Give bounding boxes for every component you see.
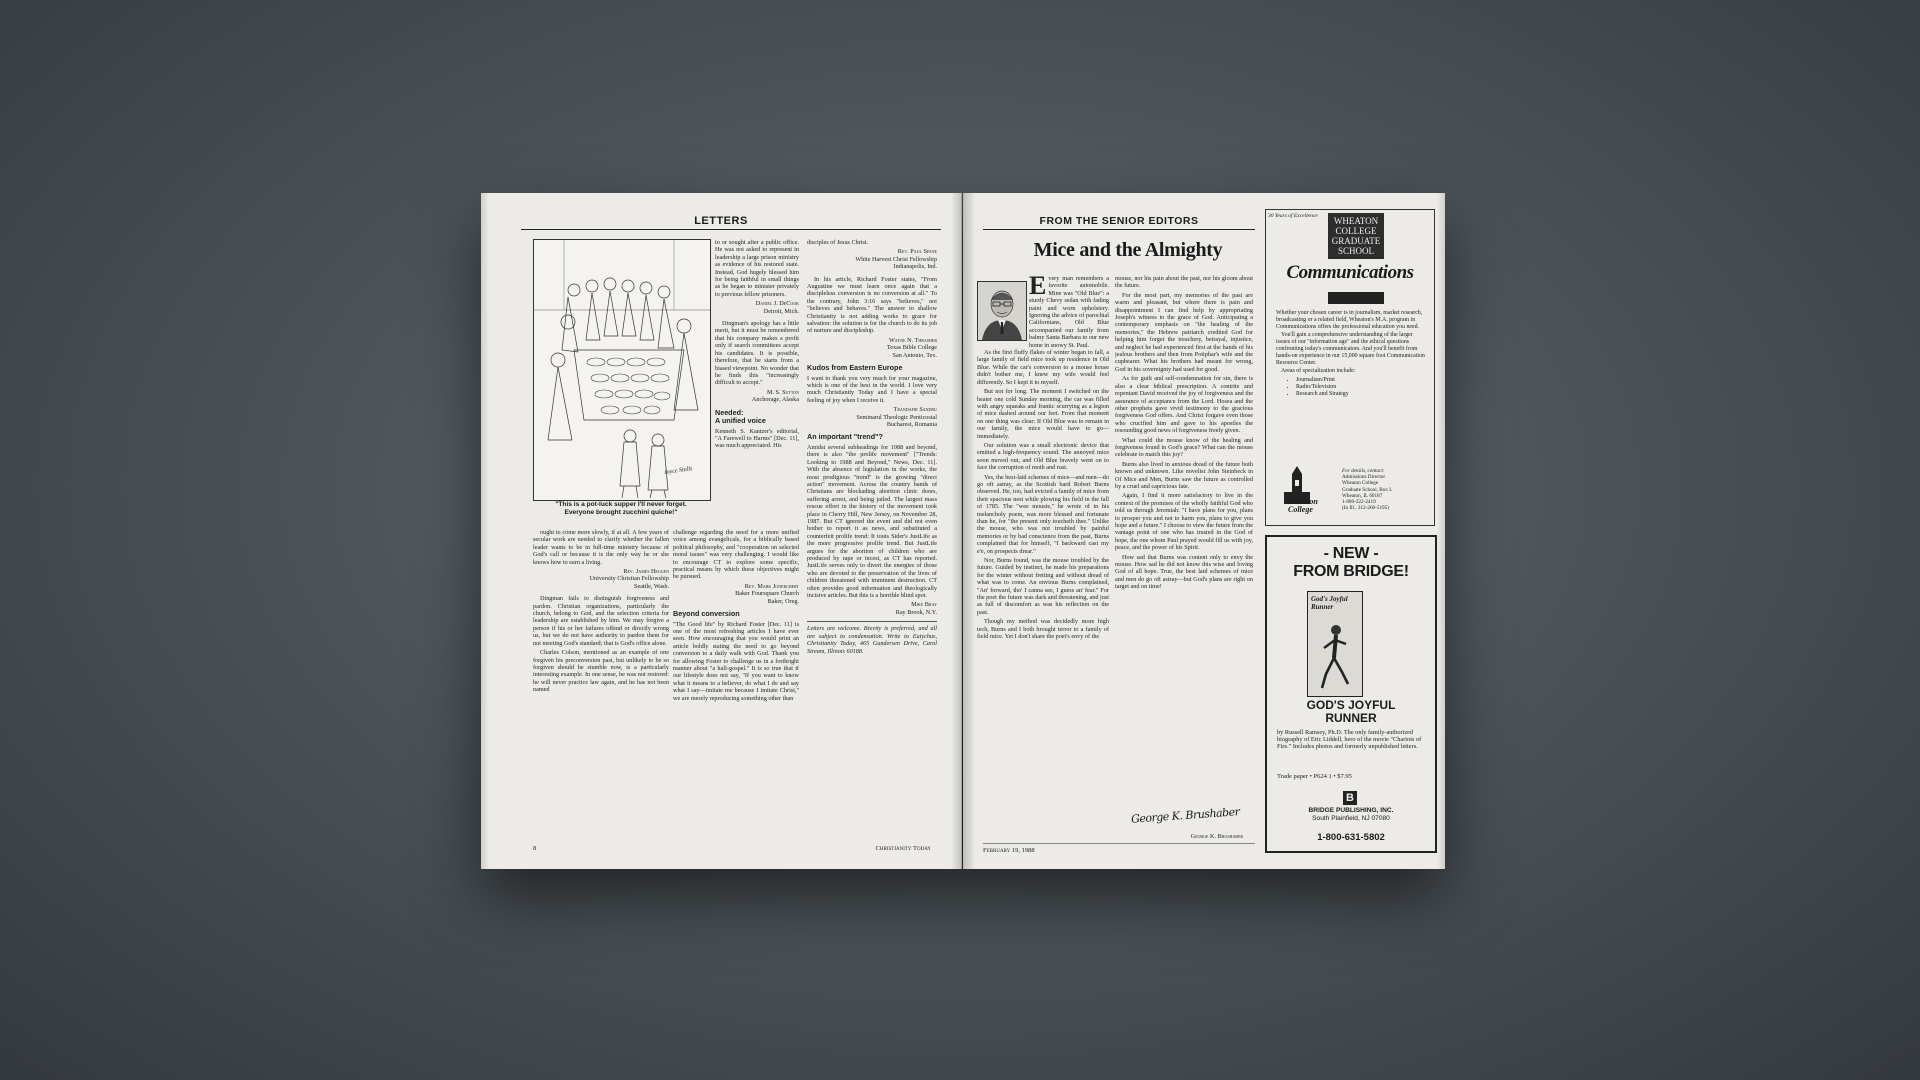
letters-column-1 (533, 529, 669, 841)
section-title-senior-editors: FROM THE SENIOR EDITORS (1039, 215, 1199, 227)
cartoon-caption-line-2: Everyone brought zucchini quiche!" (564, 509, 678, 516)
paragraph: Nor, Burns found, was the mouse troubled by the future. Guided by instinct, he made his preparations for the winter without fretting and without dread of what was to come. An envious Burns complained, "An' forward, tho' I canna see, I guess an' fear." For the poet the future was dark and threatening, and just as full of discomfort as was his reflection on the past. (977, 557, 1109, 616)
paragraph: ought to come more slowly, if at all. A few years of secular work are needed to clarify whether the fallen leader wants to be in full-time ministry because of God's call or because it is the only way he or she knows how to earn a living. (533, 529, 669, 566)
publication-name: Christianity Today (875, 845, 931, 852)
list-item: • Radio/Television (1296, 384, 1426, 391)
drop-cap: E (1029, 275, 1047, 300)
paragraph: How sad that Burns was content only to envy the mouse. How sad he did not know this wise and loving God of all hope. True, the best laid schemes of mice and men do go oft astray—but God's plans are right on target and on time! (1115, 553, 1253, 591)
ad-body (1276, 310, 1426, 398)
book-description: by Russell Ramsey, Ph.D. The only family-authorized biography of Eric Liddell, hero of the movie "Chariots of Fire." Includes photos and formerly unpublished letters. (1277, 729, 1422, 751)
paragraph: What could the mouse know of the healing and forgiveness found in God's grace? What can the mouse celebrate to match this joy? (1115, 436, 1253, 459)
signature-script: George K. Brushaber (1130, 805, 1240, 826)
contact-lead: For details, contact: (1342, 468, 1385, 474)
list-item: • Journalism/Print (1296, 377, 1426, 384)
signature-org: University Christian Fellowship (589, 575, 669, 583)
signature-org: Baker Foursquare Church (735, 590, 799, 598)
book-title-line: GOD'S JOYFUL (1306, 698, 1396, 712)
list-item: • Research and Strategy (1296, 391, 1426, 398)
school-name-line: COLLEGE (1335, 226, 1377, 236)
handwritten-signature (1131, 807, 1241, 831)
signature-name: Daniel J. DeCook (755, 300, 799, 308)
contact-line: Graduate School, Box L (1342, 486, 1393, 493)
left-page-letters (481, 193, 962, 869)
ad-areas-label: Areas of specialization include: (1281, 368, 1356, 375)
paragraph: In his article, Richard Foster states, "From Augustine we must learn once again that a discipleless conversion is no conversion at all." To the contrary, John 3:16 says "believes," not "believes and behaves." The answer to shallow Christianity is not adding works to grace for salvation: the solution is for the church to do its job of nurture and discipleship. (807, 275, 937, 335)
signature-place: Ray Brook, N.Y. (895, 608, 937, 616)
ad-headline: Communications (1286, 262, 1414, 283)
signature-name: Rev. Paul Spane (897, 248, 937, 256)
paragraph: Charles Colson, mentioned as an example of one forgiven his preconversion past, but unlikely to be so forgiven should he stumble now, is a particularly interesting example. In one sense, he was not restored: he will never practice law again, and he has not been named (533, 649, 669, 694)
cartoon-caption-line-1: "This is a pot-luck supper I'll never forget. (555, 501, 687, 508)
paragraph: to or sought after a public office. He was not asked to represent in leadership a large prison ministry as evidence of his restored state. Instead, God hugely blessed him for being faithful in small things as he began to minister privately to previous fellow prisoners. (715, 239, 799, 298)
publisher-name: BRIDGE PUBLISHING, INC. (1308, 807, 1394, 814)
school-name-line: GRADUATE (1331, 236, 1381, 246)
ad-areas-list (1296, 377, 1426, 397)
signature-place: Indianapolis, Ind. (893, 263, 937, 271)
letter-heading: An important "trend"? (807, 432, 883, 442)
magazine-spread (481, 193, 1445, 869)
ad-paragraph: Whether your chosen career is in journalism, market research, broadcasting or a related field, Wheaton's M.A. program in Communications offers the professional education you need. (1276, 310, 1423, 330)
signature-place: Anchorage, Alaska (751, 396, 799, 404)
ad-paragraph: You'll gain a comprehensive understanding of the larger issues of our "information age" and the ethical questions confronting today's communicators. And you'll benefit from hands-on experience in our 15,000 square foot Communication Resource Center. (1276, 332, 1425, 366)
signature-name: Trandafir Sandru (893, 406, 937, 414)
letter-heading: Needed: (715, 407, 744, 417)
contact-line: 1-800-222-2419 (1342, 499, 1376, 506)
ad-headline-line: FROM BRIDGE! (1293, 563, 1409, 580)
section-title-letters: LETTERS (694, 215, 748, 227)
signature-place: Baker, Oreg. (767, 597, 799, 605)
paragraph: challenge regarding the need for a more unified voice among evangelicals, for a biblically based political philosophy, and "cooperation on selected moral issues" was very challenging. I would like to encourage CT to explore some specific, practical means by which these objectives might be pursued. (673, 529, 799, 581)
signature-org: Texas Bible College (886, 344, 937, 352)
signature-place: San Antonio, Tex. (892, 351, 937, 359)
first-paragraph (1029, 275, 1109, 349)
ad-headline-line: - NEW - (1323, 545, 1379, 562)
signature-name: Rev. Mark Jonerchert (744, 582, 799, 590)
ad-tagline: 30 Years of Excellence (1268, 213, 1318, 219)
header-rule (983, 229, 1255, 230)
paragraph: Yes, the best-laid schemes of mice—and men—do go oft astray, as the Scottish bard Robert Burns observed. He, too, had evicted a family of mice from their spacious nest while plowing his field in the fall of 1785. The "wee mousie," he wrote of in his melancholy poem, was more blessed and fortunate than he, for "the present only toucheth thee." Unlike the mouse, who was not troubled by painful memories or by bad conscience from the past, Burns complained that for himself, "I backward cast my e'e, on prospects drear." (977, 473, 1109, 555)
signature-place: Seattle, Wash. (634, 582, 669, 590)
bridge-publishing-advertisement[interactable] (1265, 535, 1437, 853)
cartoon-illustration (533, 239, 711, 501)
paragraph: Burns also lived in anxious dread of the future both known and unknown. Like novelist John Steinbeck in Of Mice and Men, Burns saw the future as controlled by a cruel and capricious fate. (1115, 460, 1253, 490)
decorative-bar (1328, 292, 1384, 304)
signature-place: Detroit, Mich. (763, 307, 799, 315)
editorial-column-2 (1115, 275, 1253, 805)
editorial-column-1 (977, 275, 1109, 845)
paragraph-text: very man remembers a favorite automobile. Mine was "Old Blue": a sturdy Chevy sedan with fading paint and worn upholstery. Ignoring the advice of parochial Californians, Old Blue accompanied our family from balmy Santa Barbara to our new home in snowy St. Paul. (1029, 275, 1109, 349)
ad-contact-info (1342, 468, 1432, 511)
runner-figure-icon (1318, 622, 1352, 692)
letters-column-3 (807, 239, 937, 841)
signature-org: White Harvest Christ Fellowship (855, 255, 937, 263)
contact-line: Wheaton College (1342, 480, 1379, 487)
signature-name: Rev. James Heggen (623, 568, 669, 576)
signature-org: Seminarul Theologic Penticostal (856, 413, 937, 421)
footer-rule (983, 843, 1255, 844)
editorial-title: Mice and the Almighty (1033, 239, 1223, 261)
ad-headline (1267, 545, 1435, 581)
school-name-line: WHEATON (1333, 216, 1379, 226)
issue-date: February 19, 1988 (983, 847, 1035, 854)
letters-column-2-bottom (673, 529, 799, 841)
page-number: 8 (533, 845, 537, 852)
book-price: Trade paper • P624 1 • $7.95 (1277, 773, 1352, 780)
publisher-info (1267, 807, 1435, 823)
paragraph: As for guilt and self-condemnation for sin, there is also a clear biblical prescription. A contrite and repentant David received the joy of forgiveness and the assurance of acceptance from the Lord. Hosea and the other prophets gave vivid testimony to the gracious forgiveness God offers. And Christ forgave even those who crucified him and gave to his apostles the resounding good news of forgiveness freely given. (1115, 375, 1253, 435)
paragraph: Again, I find it more satisfactory to live in the context of the promises of the wholly faithful God who told us through Jeremiah: "I have plans for you, plans to prosper you and not to harm you, plans to give you hope and a future." I choose to view the future from the vantage point of one who has trusted in the God of hope, the one whom Paul prayed would fill us with joy, peace, and the power of his Spirit. (1115, 492, 1253, 552)
book-title (1267, 699, 1435, 725)
publisher-city: South Plainfield, NJ 07080 (1312, 814, 1390, 822)
header-rule (521, 229, 941, 230)
logo-line: College (1288, 505, 1313, 514)
letters-column-2-top (715, 239, 799, 529)
publisher-phone[interactable]: 1-800-631-5802 (1317, 832, 1385, 843)
wheaton-college-logo-text (1288, 498, 1318, 514)
potluck-cartoon-drawing (534, 240, 710, 500)
signature-place: Bucharest, Romania (886, 421, 937, 429)
paragraph: Though my method was decidedly more high tech, Burns and I both brought terror to a family of field mice. Yet I don't share the poet's envy of the (977, 618, 1109, 641)
paragraph: Dingman's apology has a little merit, but it must be remembered that his company makes a profit only if search committees accept his candidates. It is possible, therefore, that he starts from a biased viewpoint. No wonder that he finds this "increasingly difficult to accept." (715, 320, 799, 387)
paragraph: For the most part, my memories of the past are warm and pleasant, but where there is pain and disappointment I can find help by appropriating Joseph's witness to the grace of God. Anticipating a contemporary emphasis on "the healing of the memories," the Hebrew patriarch credited God for helping him forget the treachery, betrayal, injustice, and neglect he had experienced first at the hands of his jealous brothers and then from Potiphar's wife and the cupbearer. What his brothers had meant for wrong, God in his sovereignty had used for good. (1115, 291, 1253, 373)
cartoon-caption (537, 501, 705, 517)
paragraph: Our solution was a small electronic device that emitted a high-frequency sound. The annoyed mice soon moved out, and Old Blue bravely went on to face the corruption of moth and rust. (977, 441, 1109, 472)
paragraph: I want to thank you very much for your magazine, which is one of the best in the world. I love very much Christianity Today and I have a special feeling of joy when I receive it. (807, 374, 937, 404)
publisher-logo-icon: B (1343, 791, 1357, 805)
page-edge (481, 193, 489, 869)
signature-name: Mike Bray (911, 601, 937, 609)
page-edge (1437, 193, 1445, 869)
signature-name: M. S. Sutton (766, 388, 799, 396)
letter-heading: Beyond conversion (673, 609, 740, 619)
contact-line: Admissions Director (1342, 474, 1386, 481)
letters-submission-note: Letters are welcome. Brevity is preferred, and all are subject to condensation. Write to Eutychus, Christianity Today, 465 Gundersen Drive, Carol Stream, Illinois 60188. (807, 621, 937, 655)
book-cover-title: God's Joyful Runner (1311, 595, 1348, 611)
paragraph: "The Good life" by Richard Foster [Dec. 11] is one of the most refreshing articles I have ever seen. How encouraging that you would print an article boldly stating the need to go beyond conversion to a daily walk with God. Thank you for allowing Foster to challenge us in a forthright manner about "a half-gospel." It is so true that if our lifestyle does not say, "If you want to know what it means to a believer, do what I do and say what I say—imitate me because I imitate Christ," we are merely reproducing something other than (673, 620, 799, 702)
paragraph: Amidst several subheadings for 1988 and beyond, there is also "the prolife movement" ["Trends: Looking to 1988 and Beyond," News, Dec. 11]. With the absence of legislation in the works, the most prodigious "trend" is the growing "direct action" movement. Across the country bands of Christians are blockading abortion clinic doors, suffering arrest, and being jailed. The largest mass rescue effort in the history of the movement took place in Cherry Hill, New Jersey, on November 28, 1987. But CT ignored the event and did not even bother to report it as news, and substituted a counterfeit prolife trend: It touts Sider's JustLife as the more progressive prolife trend. But JustLife argues for the abortion of children who are produced by rape or incest, as CT has reported. JustLife serves only to divert the energies of those who are devoted to the preservation of the lives of children threatened with imminent destruction. CT often provides good information and theologically incisive articles. But this is a horrible blind spot. (807, 443, 937, 600)
author-byline: George K. Brushaber (1190, 833, 1243, 840)
contact-line: Wheaton, IL 60187 (1342, 492, 1383, 499)
letter-heading: Kudos from Eastern Europe (807, 363, 903, 373)
cartoonist-signature: Joyce Stulls (663, 466, 693, 476)
paragraph: disciples of Jesus Christ. (807, 239, 869, 246)
wheaton-advertisement[interactable] (1265, 209, 1435, 526)
contact-line: (In Ill., 312-260-5195) (1342, 505, 1389, 512)
logo-line: Wheaton (1288, 497, 1318, 506)
paragraph: As the first fluffy flakes of winter began to fall, a large family of field mice took up residence in Old Blue. While the car's conversion to a mouse house didn't bother me, I knew my wife would feel differently. So I kept it to myself. (977, 349, 1109, 386)
book-title-line: RUNNER (1325, 711, 1377, 725)
right-page-editorial (963, 193, 1445, 869)
paragraph: Dingman fails to distinguish forgiveness and pardon. Christian organizations, particularly the church, belong to God, and the selection criteria for leadership are established by him. We may forgive a person if his or her failures offend or directly wrong us, but we do not have authority to pardon them for not meeting God's standard; that is God's office alone. (533, 595, 669, 647)
paragraph: But not for long. The moment I switched on the heater one cold Sunday morning, the car was filled with angry squeaks and frantic scurrying as a legion of mice dashed around our feet. From that moment on one thing was clear: If Old Blue was to remain in our family, the mice would have to go—immediately. (977, 388, 1109, 440)
book-cover (1307, 591, 1363, 697)
letter-heading: A unified voice (715, 416, 766, 426)
school-name-line: SCHOOL (1337, 246, 1374, 256)
paragraph: Kenneth S. Kantzer's editorial, "A Farewell to Harms" [Dec. 11], was much appreciated. His (715, 427, 799, 450)
school-name-block (1328, 213, 1384, 259)
signature-name: Wayne N. Thrasher (888, 336, 937, 344)
paragraph: mouse, nor his pain about the past, nor his gloom about the future. (1115, 275, 1253, 290)
